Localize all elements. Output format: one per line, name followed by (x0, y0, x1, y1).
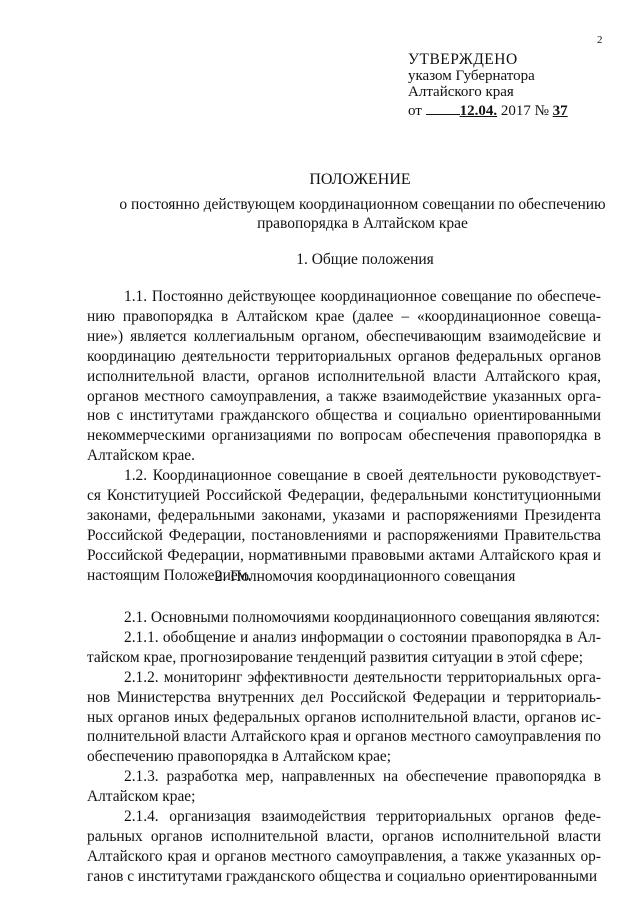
section-heading-general: 1. Общие положения (296, 251, 434, 268)
approval-line-1: указом Губернатора (408, 68, 535, 84)
section-body-powers (87, 608, 601, 887)
approval-line-2: Алтайского края (408, 84, 514, 100)
approval-date-day-month: 12.04. (459, 103, 498, 119)
section-heading-powers: 2. Полномочия координационного совещания (214, 568, 516, 585)
paragraph: 2.1. Основными полномочиями координационного совещания являются: (124, 609, 600, 626)
document-subtitle: о постоянно действующем координационном совещании по обеспечению правопорядка в Алтайском крае (119, 196, 606, 232)
paragraph: 2.1.1. обобщение и анализ информации о состоянии правопорядка в Ал-тайском крае, прогнозирование тенденций развития ситуации в этой сфере; (87, 628, 601, 666)
approval-heading: УТВЕРЖДЕНО (408, 51, 518, 68)
page-number: 2 (597, 34, 603, 46)
section-body-general (87, 287, 601, 586)
approval-date-prefix: от (408, 103, 422, 119)
approval-date-line (408, 102, 568, 119)
paragraph: 2.1.4. организация взаимодействия территориальных органов феде-ральных органов исполнительной власти, органов исполнительной власти Алтайского края и органов местного самоуправления, а также указанных ор-ганов с институтами гражданского общества и социально ориентированными (87, 808, 601, 885)
paragraph: 2.1.2. мониторинг эффективности деятельности территориальных орга-нов Министерства внутренних дел Российской Федерации и территориаль-ных органов иных федеральных органов исполнительной власти, органов ис-полнительной власти Алтайского края и органов местного самоуправления по обеспечению правопорядка в Алтайском крае; (87, 668, 601, 766)
paragraph: 1.1. Постоянно действующее координационное совещание по обеспече-нию правопорядка в Алтайском крае (далее – «координационное совеща-ние») является коллегиальным органом, обеспечивающим взаимодейсвие и координацию деятельности территориальных органов федеральных органов исполнительной власти, органов исполнительной власти Алтайского края, органов местного самоуправления, а также взаимодействие указанных орга-нов с институтами гражданского общества и социально ориентированными некоммерческими организациями по вопросам обеспечения правопорядка в Алтайском крае. (87, 288, 601, 465)
approval-block (408, 52, 568, 119)
paragraph: 2.1.3. разработка мер, направленных на обеспечение правопорядка в Алтайском крае; (87, 768, 601, 806)
approval-date-year: 2017 № (500, 103, 549, 119)
document-title: ПОЛОЖЕНИЕ (309, 171, 411, 188)
approval-number: 37 (552, 103, 568, 119)
paragraph: 1.2. Координационное совещание в своей деятельности руководствует-ся Конституцией Российской Федерации, федеральными конституционными законами, федеральными законами, указами и распоряжениями Президента Российской Федерации, постановлениями и распоряжениями Правительства Российской Федерации, нормативными правовыми актами Алтайского края и настоящим Положением. (87, 467, 601, 584)
date-underline-blank (426, 102, 460, 115)
